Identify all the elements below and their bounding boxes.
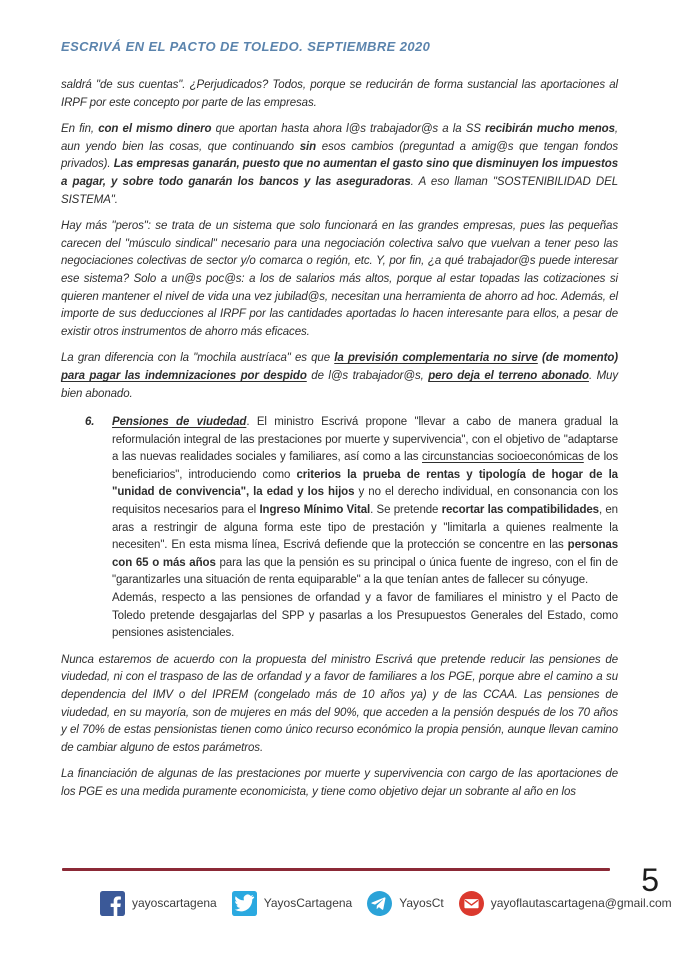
text-run: para las que la pensión es su principal o única fuente de ingreso, con el fin de "garantizarles una situación de renta equiparable" a la que tenían antes de fallecer su cónyuge. — [112, 556, 618, 587]
paragraph — [61, 77, 618, 112]
document-body — [61, 77, 618, 811]
text-run: recibirán mucho menos — [485, 123, 615, 136]
text-run: Ingreso Mínimo Vital — [259, 504, 371, 517]
text-run: recortar las compatibilidades — [441, 504, 599, 517]
email-link[interactable] — [459, 891, 672, 916]
footer-rule — [62, 868, 610, 871]
text-run: que aportan hasta ahora l@s trabajador@s a la SS — [211, 123, 486, 136]
text-run: La financiación de algunas de las prestaciones por muerte y supervivencia con cargo de las aportaciones de los PGE es una medida puramente economicista, y tiene como objetivo dejar un sobrante al año en los — [61, 768, 618, 798]
text-run: Hay más "peros": se trata de un sistema que solo funcionará en las grandes empresas, pues las pequeñas carecen del "músculo sindical" necesario para una negociación colectiva salvo que vuelvan a tener peso las negociaciones colectivas de sector y/o comarca o región, etc. Y, por fin, ¿a qué trabajador@s puede interesar ese sistema? Solo a un@s poc@s: a los de salarios más altos, porque al estar topadas las cotizaciones si quieren mantener el nivel de vida una vez jubilad@s, necesitan una herramienta de ahorro ad hoc. Además, el importe de sus deducciones al IRPF por las cantidades aportadas lo hacen interesante para ellos, a pesar de existir otros instrumentos de ahorro más eficaces. — [61, 220, 618, 338]
text-run: sin — [299, 140, 317, 153]
text-run: Pensiones de viudedad — [112, 416, 247, 429]
text-run: . A eso llaman "SOSTENIBILIDAD DEL SISTEMA". — [61, 175, 618, 206]
social-handle-label: YayosCt — [399, 896, 444, 910]
text-run: personas con 65 o más años — [112, 539, 618, 569]
telegram-link[interactable] — [367, 891, 443, 916]
paragraph — [61, 766, 618, 801]
telegram-icon — [367, 891, 392, 916]
document-title: ESCRIVÁ EN EL PACTO DE TOLEDO. SEPTIEMBRE 2020 — [61, 39, 431, 54]
paragraph — [61, 218, 618, 341]
text-run: Además, respecto a las pensiones de orfandad y a favor de familiares el ministro y el Pacto de Toledo pretende desgajarlas del SPP y pasarlas a los Presupuestos Generales del Estado, como pensiones asistenciales. — [112, 592, 618, 640]
facebook-link[interactable] — [100, 891, 217, 916]
social-handle-label: yayoflautascartagena@gmail.com — [490, 896, 672, 910]
text-run: Las empresas ganarán, puesto que no aumentan el gasto sino que disminuyen los impuestos a pagar, y sobre todo ganarán los bancos y las aseguradoras — [61, 158, 619, 188]
text-run: La gran diferencia con la "mochila austríaca" es que — [61, 352, 335, 365]
paragraph — [61, 121, 618, 209]
text-run: (de momento) — [542, 352, 618, 365]
text-run: para pagar las indemnizaciones por despido — [61, 369, 307, 382]
text-run: esos cambios (preguntad a amig@s que tengan fondos privados). — [61, 140, 618, 171]
list-item-body — [112, 414, 618, 643]
text-run: con el mismo dinero — [98, 123, 212, 136]
facebook-icon — [100, 891, 125, 916]
text-run: de l@s trabajador@s, — [306, 369, 429, 382]
text-run: y no el derecho individual, en consonancia con los requisitos necesarios para el — [112, 486, 618, 517]
numbered-list-item — [85, 414, 618, 643]
page-number: 5 — [641, 862, 659, 898]
twitter-icon — [232, 891, 257, 916]
twitter-link[interactable] — [232, 891, 353, 916]
text-run: la previsión complementaria no sirve — [334, 352, 538, 365]
paragraph — [61, 652, 618, 758]
text-run: En fin, — [61, 123, 99, 136]
text-run: . Muy bien abonado. — [61, 369, 618, 400]
email-icon — [459, 891, 484, 916]
text-run: de los beneficiarios", introduciendo como — [112, 451, 618, 481]
social-handle-label: yayoscartagena — [132, 896, 217, 910]
text-run: criterios la prueba de rentas y tipología de hogar de la "unidad de convivencia", la edad y los hijos — [112, 468, 618, 499]
text-run: , en aras a restringir de alguna forma este tipo de prestación y "limitarla a quienes realmente la necesiten". En esta misma línea, Escrivá defiende que la protección se concentre en las — [112, 504, 618, 552]
footer-social-row — [100, 890, 672, 916]
list-item-number: 6. — [85, 416, 95, 429]
text-run: . Se pretende — [370, 504, 442, 517]
paragraph — [61, 350, 618, 403]
text-run: pero deja el terreno abonado — [428, 369, 589, 382]
text-run: saldrá "de sus cuentas". ¿Perjudicados? Todos, porque se reducirán de forma sustancial las aportaciones al IRPF por este concepto por parte de las empresas. — [61, 79, 618, 109]
text-run: circunstancias socioeconómicas — [422, 451, 584, 464]
text-run: , aun yendo bien las cosas, que continuando — [61, 123, 618, 153]
paragraph — [112, 414, 618, 590]
text-run: . El ministro Escrivá propone "llevar a cabo de manera gradual la reformulación integral de las prestaciones por muerte y supervivencia", con el objetivo de "adaptarse a las nuevas realidades sociales y familiares, así como a las — [112, 416, 618, 464]
paragraph — [112, 590, 618, 643]
social-handle-label: YayosCartagena — [263, 896, 353, 910]
text-run: Nunca estaremos de acuerdo con la propuesta del ministro Escrivá que pretende reducir las pensiones de viudedad, ni con el traspaso de las de orfandad y a favor de familiares a los PGE, porque abre el camino a su dependencia del IMV o del IPREM (congelado más de 10 años ya) y de las CCAA. Las pensiones de viudedad, en su mayoría, son de mujeres en más del 90%, que acceden a la pensión después de los 70 años y el 70% de estas pensionistas tienen como único recurso económico la propia pensión, aunque llevan camino de cambiar alguno de estos parámetros. — [61, 653, 618, 754]
